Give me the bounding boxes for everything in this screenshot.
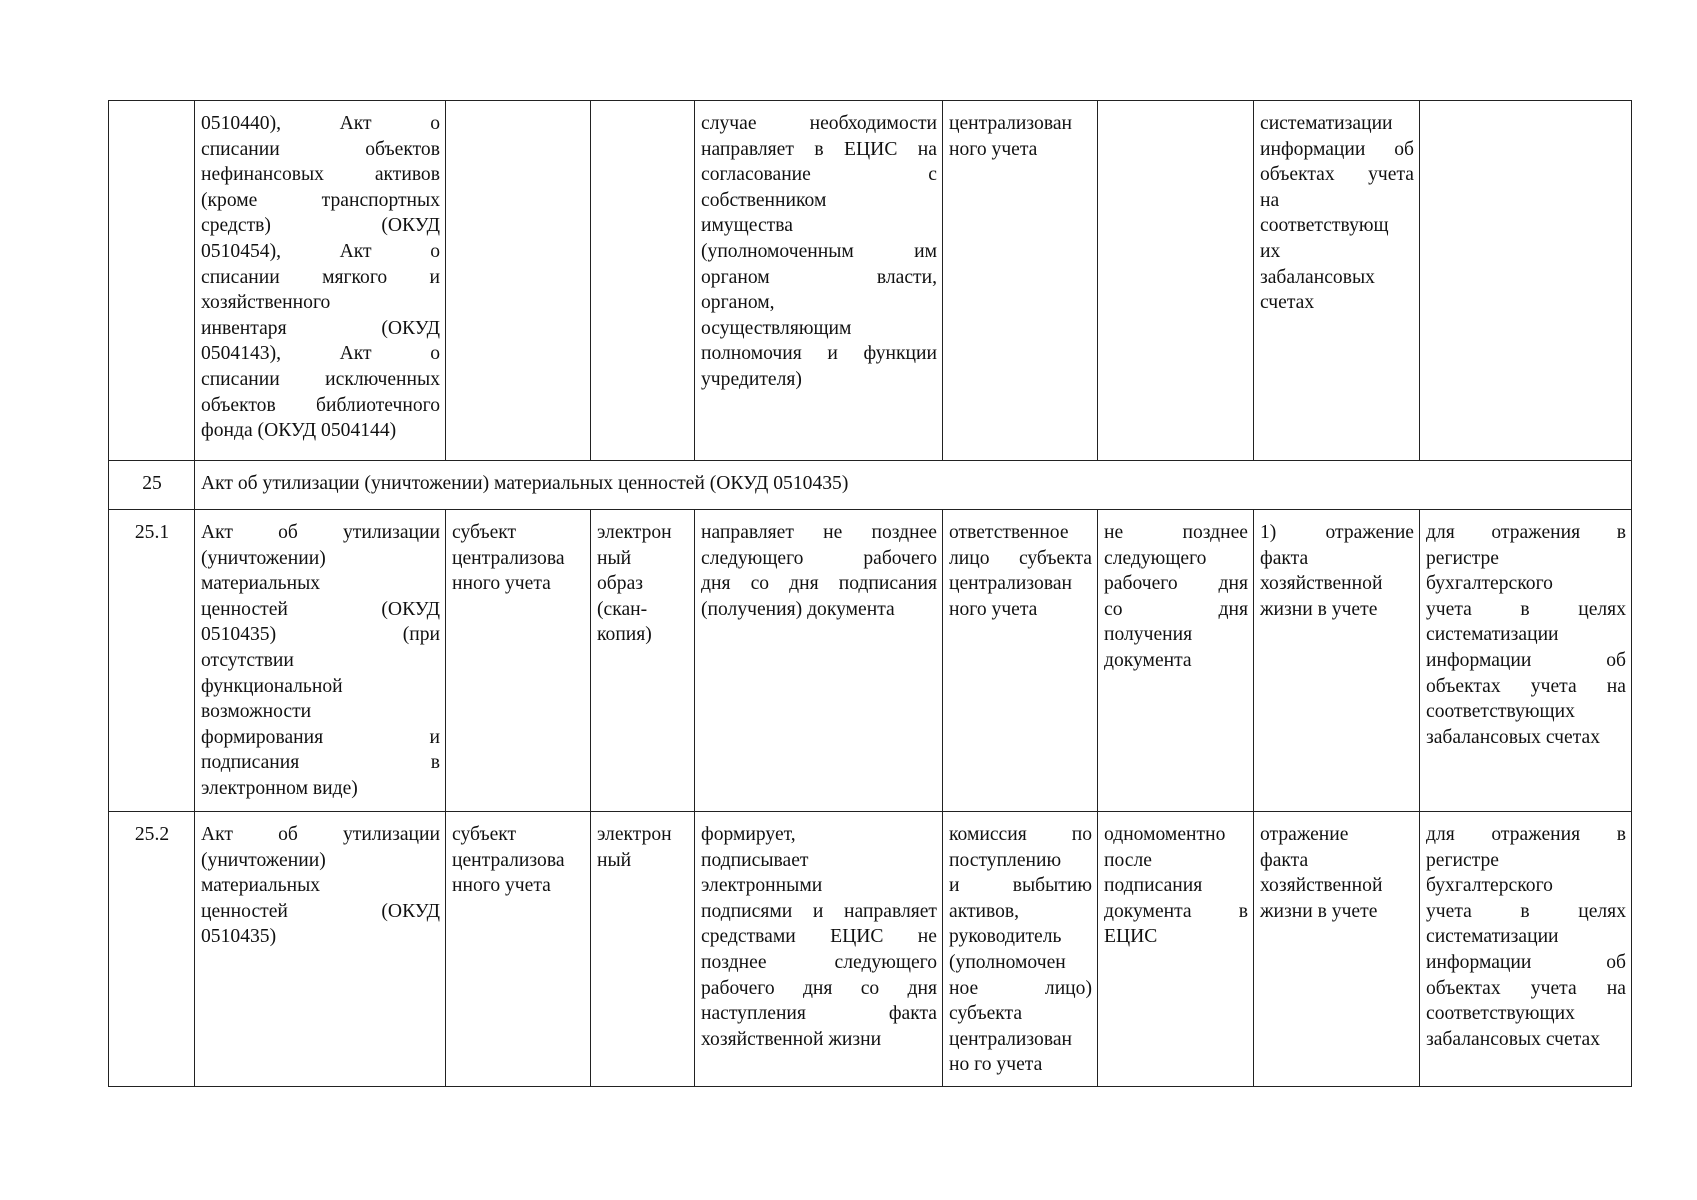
cell-text-line: образ xyxy=(597,573,643,595)
cell-text-line: регистре xyxy=(1426,547,1500,569)
creator-cell xyxy=(446,101,591,461)
cell-text-line: лицо субъекта xyxy=(949,547,1092,569)
register-cell xyxy=(1420,510,1632,812)
cell-text-line: (уничтожении) xyxy=(201,547,326,569)
responsible-cell xyxy=(943,510,1098,812)
responsible-cell xyxy=(943,812,1098,1087)
cell-text-line: регистре xyxy=(1426,849,1500,871)
cell-text-line: для отражения в xyxy=(1426,522,1626,543)
cell-text-line: субъект xyxy=(452,824,517,845)
document-table xyxy=(108,100,1632,1087)
cell-text-line: централизован xyxy=(949,573,1072,595)
deadline-cell xyxy=(1098,510,1254,812)
cell-text-line: учредителя) xyxy=(701,368,802,390)
cell-text-line: соответствующ xyxy=(1260,215,1389,237)
cell-text-line: органом, xyxy=(701,292,775,314)
cell-text-line: хозяйственной xyxy=(1260,573,1383,595)
document-name-cell xyxy=(195,812,446,1087)
cell-text-line: подписывает xyxy=(701,849,809,871)
cell-text-line: отсутствии xyxy=(201,649,294,671)
row-number-cell: 25 xyxy=(109,461,195,510)
deadline-cell xyxy=(1098,812,1254,1087)
form-cell xyxy=(591,812,695,1087)
cell-text-line: списании мягкого и xyxy=(201,266,440,288)
creator-cell xyxy=(446,510,591,812)
cell-text-line: ный xyxy=(597,547,632,569)
row-number-cell xyxy=(109,101,195,461)
cell-text-line: комиссия по xyxy=(949,824,1092,845)
cell-text-line: руководитель xyxy=(949,926,1062,948)
cell-text-line: электрон xyxy=(597,824,672,845)
cell-text-line: средствами ЕЦИС не xyxy=(701,926,937,948)
cell-text-line: активов, xyxy=(949,900,1020,922)
cell-text-line: учета в целях xyxy=(1426,598,1626,620)
document-name-cell xyxy=(195,101,446,461)
cell-text-line: жизни в учете xyxy=(1260,900,1378,922)
cell-text-line: забалансовых xyxy=(1260,266,1375,288)
cell-text-line: систематизации xyxy=(1426,624,1559,646)
cell-text-line: поступлению xyxy=(949,849,1062,871)
register-cell xyxy=(1420,812,1632,1087)
cell-text-line: ценностей (ОКУД xyxy=(201,598,440,620)
cell-text-line: материальных xyxy=(201,573,321,595)
cell-text-line: формирует, xyxy=(701,824,796,845)
responsible-cell xyxy=(943,101,1098,461)
cell-text-line: субъекта xyxy=(949,1003,1023,1025)
cell-text-line: 0510440), Акт о xyxy=(201,113,440,134)
cell-text-line: систематизации xyxy=(1260,113,1393,134)
cell-text-line: нного учета xyxy=(452,573,551,595)
cell-text-line: электронными xyxy=(701,875,823,897)
cell-text-line: осуществляющим xyxy=(701,317,852,339)
cell-text-line: Акт об утилизации xyxy=(201,824,440,845)
cell-text-line: на xyxy=(1260,189,1280,211)
cell-text-line: (скан- xyxy=(597,598,648,620)
section-title-cell: Акт об утилизации (уничтожении) материальных ценностей (ОКУД 0510435) xyxy=(195,461,1632,510)
cell-text-line: 0510454), Акт о xyxy=(201,240,440,262)
cell-text-line: средств) (ОКУД xyxy=(201,215,440,237)
cell-text-line: забалансовых счетах xyxy=(1426,726,1600,748)
deadline-cell xyxy=(1098,101,1254,461)
cell-text-line: получения xyxy=(1104,624,1193,646)
cell-text-line: полномочия и функции xyxy=(701,343,937,365)
cell-text-line: подписания в xyxy=(201,752,440,774)
cell-text-line: случае необходимости xyxy=(701,113,937,134)
cell-text-line: документа в xyxy=(1104,900,1248,922)
cell-text-line: со дня xyxy=(1104,598,1248,620)
cell-text-line: направляет не позднее xyxy=(701,522,937,543)
purpose-cell xyxy=(1254,812,1420,1087)
cell-text-line: объектах учета на xyxy=(1426,977,1626,999)
cell-text-line: 1) отражение xyxy=(1260,522,1414,543)
cell-text-line: наступления факта xyxy=(701,1003,937,1025)
cell-text-line: (уничтожении) xyxy=(201,849,326,871)
cell-text-line: не позднее xyxy=(1104,522,1248,543)
cell-text-line: хозяйственного xyxy=(201,292,331,314)
document-name-cell xyxy=(195,510,446,812)
cell-text-line: объектов библиотечного xyxy=(201,394,440,416)
cell-text-line: факта xyxy=(1260,849,1309,871)
cell-text-line: ного учета xyxy=(949,138,1038,160)
action-cell xyxy=(695,812,943,1087)
cell-text-line: но го учета xyxy=(949,1054,1043,1076)
table-row xyxy=(109,812,1632,1087)
cell-text-line: информации об xyxy=(1260,138,1414,160)
cell-text-line: одномоментно xyxy=(1104,824,1226,845)
form-cell xyxy=(591,510,695,812)
cell-text-line: копия) xyxy=(597,624,652,646)
cell-text-line: 0510435) xyxy=(201,926,277,948)
cell-text-line: дня со дня подписания xyxy=(701,573,937,595)
cell-text-line: централизова xyxy=(452,547,565,569)
cell-text-line: систематизации xyxy=(1426,926,1559,948)
cell-text-line: функциональной xyxy=(201,675,343,697)
creator-cell xyxy=(446,812,591,1087)
cell-text-line: хозяйственной жизни xyxy=(701,1028,882,1050)
cell-text-line: ного учета xyxy=(949,598,1038,620)
cell-text-line: собственником xyxy=(701,189,827,211)
cell-text-line: ответственное xyxy=(949,522,1069,543)
cell-text-line: нефинансовых активов xyxy=(201,164,440,186)
cell-text-line: ный xyxy=(597,849,632,871)
purpose-cell xyxy=(1254,101,1420,461)
row-number-cell: 25.2 xyxy=(109,812,195,1087)
cell-text-line: жизни в учете xyxy=(1260,598,1378,620)
purpose-cell xyxy=(1254,510,1420,812)
cell-text-line: инвентаря (ОКУД xyxy=(201,317,440,339)
cell-text-line: забалансовых счетах xyxy=(1426,1028,1600,1050)
register-cell xyxy=(1420,101,1632,461)
cell-text-line: формирования и xyxy=(201,726,440,748)
cell-text-line: их xyxy=(1260,240,1281,262)
cell-text-line: Акт об утилизации xyxy=(201,522,440,543)
cell-text-line: ЕЦИС xyxy=(1104,926,1158,948)
table-row xyxy=(109,510,1632,812)
cell-text-line: возможности xyxy=(201,701,312,723)
action-cell xyxy=(695,101,943,461)
cell-text-line: объектах учета xyxy=(1260,164,1414,186)
cell-text-line: отражение xyxy=(1260,824,1349,845)
cell-text-line: 0510435) (при xyxy=(201,624,440,646)
cell-text-line: рабочего дня со дня xyxy=(701,977,937,999)
cell-text-line: соответствующих xyxy=(1426,1003,1575,1025)
cell-text-line: централизован xyxy=(949,113,1072,134)
cell-text-line: субъект xyxy=(452,522,517,543)
cell-text-line: объектах учета на xyxy=(1426,675,1626,697)
cell-text-line: (кроме транспортных xyxy=(201,189,440,211)
cell-text-line: (уполномочен xyxy=(949,951,1066,973)
cell-text-line: согласование с xyxy=(701,164,937,186)
cell-text-line: ное лицо) xyxy=(949,977,1092,999)
cell-text-line: списании объектов xyxy=(201,138,440,160)
cell-text-line: централизова xyxy=(452,849,565,871)
cell-text-line: бухгалтерского xyxy=(1426,875,1553,897)
cell-text-line: направляет в ЕЦИС на xyxy=(701,138,937,160)
cell-text-line: факта xyxy=(1260,547,1309,569)
cell-text-line: бухгалтерского xyxy=(1426,573,1553,595)
cell-text-line: электрон xyxy=(597,522,672,543)
cell-text-line: и выбытию xyxy=(949,875,1092,897)
cell-text-line: документа xyxy=(1104,649,1192,671)
cell-text-line: ценностей (ОКУД xyxy=(201,900,440,922)
cell-text-line: нного учета xyxy=(452,875,551,897)
cell-text-line: 0504143), Акт о xyxy=(201,343,440,365)
cell-text-line: следующего рабочего xyxy=(701,547,937,569)
form-cell xyxy=(591,101,695,461)
cell-text-line: счетах xyxy=(1260,292,1315,314)
cell-text-line: электронном виде) xyxy=(201,777,358,799)
cell-text-line: рабочего дня xyxy=(1104,573,1248,595)
cell-text-line: информации об xyxy=(1426,649,1626,671)
cell-text-line: фонда (ОКУД 0504144) xyxy=(201,420,397,442)
cell-text-line: материальных xyxy=(201,875,321,897)
cell-text-line: подписания xyxy=(1104,875,1203,897)
cell-text-line: соответствующих xyxy=(1426,701,1575,723)
cell-text-line: списании исключенных xyxy=(201,368,440,390)
table-row xyxy=(109,461,1632,510)
cell-text-line: следующего xyxy=(1104,547,1207,569)
cell-text-line: органом власти, xyxy=(701,266,937,288)
cell-text-line: учета в целях xyxy=(1426,900,1626,922)
cell-text-line: информации об xyxy=(1426,951,1626,973)
action-cell xyxy=(695,510,943,812)
cell-text-line: для отражения в xyxy=(1426,824,1626,845)
table-row xyxy=(109,101,1632,461)
cell-text-line: хозяйственной xyxy=(1260,875,1383,897)
cell-text-line: после xyxy=(1104,849,1152,871)
cell-text-line: подписями и направляет xyxy=(701,900,937,922)
cell-text-line: (уполномоченным им xyxy=(701,240,937,262)
cell-text-line: имущества xyxy=(701,215,793,237)
cell-text-line: централизован xyxy=(949,1028,1072,1050)
cell-text-line: позднее следующего xyxy=(701,951,937,973)
cell-text-line: (получения) документа xyxy=(701,598,895,620)
row-number-cell: 25.1 xyxy=(109,510,195,812)
